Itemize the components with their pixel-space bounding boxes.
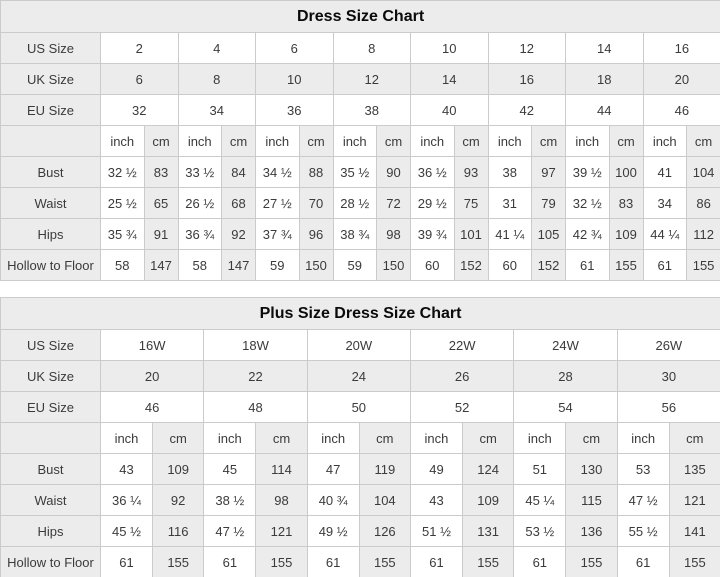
- measure-cell: 60: [411, 250, 455, 281]
- measure-cell: 55 ½: [617, 516, 669, 547]
- measure-cell: 53 ½: [514, 516, 566, 547]
- measure-cell: 59: [256, 250, 300, 281]
- row-label: Hips: [1, 219, 101, 250]
- measure-cell: 93: [454, 157, 488, 188]
- measure-cell: 91: [144, 219, 178, 250]
- size-cell: 24: [307, 361, 410, 392]
- measure-cell: 61: [514, 547, 566, 577]
- measure-cell: 98: [377, 219, 411, 250]
- chart-title: Dress Size Chart: [1, 1, 720, 33]
- size-cell: 46: [643, 95, 720, 126]
- measure-row: [1, 219, 720, 250]
- measure-cell: 150: [299, 250, 333, 281]
- measure-cell: 51: [514, 454, 566, 485]
- measure-cell: 58: [101, 250, 145, 281]
- measure-cell: 45: [204, 454, 256, 485]
- size-cell: 2: [101, 33, 179, 64]
- measure-cell: 155: [609, 250, 643, 281]
- size-cell: 22W: [410, 330, 513, 361]
- measure-cell: 116: [153, 516, 204, 547]
- measure-cell: 49: [410, 454, 462, 485]
- measure-cell: 79: [532, 188, 566, 219]
- measure-cell: 83: [609, 188, 643, 219]
- unit-inch-header: inch: [411, 126, 455, 157]
- measure-cell: 72: [377, 188, 411, 219]
- chart-title-row: [1, 1, 720, 33]
- size-cell: 20: [101, 361, 204, 392]
- measure-cell: 61: [643, 250, 687, 281]
- measure-cell: 59: [333, 250, 377, 281]
- unit-cm-header: cm: [256, 423, 307, 454]
- measure-cell: 44 ¼: [643, 219, 687, 250]
- measure-cell: 96: [299, 219, 333, 250]
- size-cell: 14: [411, 64, 489, 95]
- size-cell: 28: [514, 361, 617, 392]
- measure-cell: 135: [669, 454, 720, 485]
- row-label: EU Size: [1, 392, 101, 423]
- size-cell: 18: [566, 64, 644, 95]
- row-label: Waist: [1, 485, 101, 516]
- measure-cell: 33 ½: [178, 157, 222, 188]
- measure-cell: 98: [256, 485, 307, 516]
- size-cell: 26: [410, 361, 513, 392]
- measure-cell: 155: [566, 547, 617, 577]
- size-cell: 16: [488, 64, 566, 95]
- measure-cell: 61: [204, 547, 256, 577]
- measure-cell: 155: [687, 250, 720, 281]
- measure-cell: 42 ¾: [566, 219, 610, 250]
- measure-cell: 36 ¾: [178, 219, 222, 250]
- measure-cell: 92: [153, 485, 204, 516]
- unit-inch-header: inch: [643, 126, 687, 157]
- size-cell: 8: [178, 64, 256, 95]
- size-cell: 4: [178, 33, 256, 64]
- measure-cell: 147: [222, 250, 256, 281]
- measure-cell: 115: [566, 485, 617, 516]
- measure-cell: 131: [462, 516, 513, 547]
- measure-cell: 38: [488, 157, 532, 188]
- measure-cell: 58: [178, 250, 222, 281]
- unit-inch-header: inch: [101, 126, 145, 157]
- size-cell: 14: [566, 33, 644, 64]
- measure-cell: 155: [153, 547, 204, 577]
- measure-cell: 25 ½: [101, 188, 145, 219]
- measure-cell: 41 ¼: [488, 219, 532, 250]
- plus-size-dress-size-chart-table: [0, 297, 720, 577]
- measure-cell: 39 ¾: [411, 219, 455, 250]
- measure-cell: 37 ¾: [256, 219, 300, 250]
- size-cell: 16W: [101, 330, 204, 361]
- measure-cell: 34: [643, 188, 687, 219]
- measure-row: [1, 157, 720, 188]
- measure-row: [1, 516, 720, 547]
- unit-inch-header: inch: [307, 423, 359, 454]
- measure-cell: 152: [532, 250, 566, 281]
- dress-size-chart-table: [0, 0, 720, 281]
- measure-cell: 121: [669, 485, 720, 516]
- size-cell: 12: [333, 64, 411, 95]
- measure-cell: 90: [377, 157, 411, 188]
- unit-cm-header: cm: [144, 126, 178, 157]
- measure-cell: 47 ½: [204, 516, 256, 547]
- row-label: Bust: [1, 157, 101, 188]
- measure-cell: 32 ½: [566, 188, 610, 219]
- size-cell: 48: [204, 392, 307, 423]
- size-row: [1, 33, 720, 64]
- unit-header-row: [1, 126, 720, 157]
- unit-cm-header: cm: [566, 423, 617, 454]
- measure-cell: 121: [256, 516, 307, 547]
- measure-cell: 147: [144, 250, 178, 281]
- row-label: Hips: [1, 516, 101, 547]
- size-cell: 6: [256, 33, 334, 64]
- size-cell: 42: [488, 95, 566, 126]
- measure-cell: 86: [687, 188, 720, 219]
- measure-cell: 70: [299, 188, 333, 219]
- measure-cell: 40 ¾: [307, 485, 359, 516]
- chart-title: Plus Size Dress Size Chart: [1, 298, 720, 330]
- unit-cm-header: cm: [377, 126, 411, 157]
- measure-cell: 141: [669, 516, 720, 547]
- row-label: Hollow to Floor: [1, 547, 101, 577]
- size-cell: 46: [101, 392, 204, 423]
- unit-cm-header: cm: [222, 126, 256, 157]
- size-cell: 36: [256, 95, 334, 126]
- size-cell: 50: [307, 392, 410, 423]
- size-cell: 26W: [617, 330, 720, 361]
- measure-cell: 38 ½: [204, 485, 256, 516]
- size-cell: 40: [411, 95, 489, 126]
- measure-cell: 155: [669, 547, 720, 577]
- measure-cell: 112: [687, 219, 720, 250]
- measure-cell: 150: [377, 250, 411, 281]
- unit-inch-header: inch: [410, 423, 462, 454]
- measure-cell: 47 ½: [617, 485, 669, 516]
- unit-cm-header: cm: [454, 126, 488, 157]
- row-label: US Size: [1, 330, 101, 361]
- measure-cell: 26 ½: [178, 188, 222, 219]
- measure-cell: 43: [101, 454, 153, 485]
- measure-row: [1, 454, 720, 485]
- size-cell: 10: [256, 64, 334, 95]
- measure-row: [1, 250, 720, 281]
- size-cell: 6: [101, 64, 179, 95]
- size-cell: 22: [204, 361, 307, 392]
- measure-cell: 105: [532, 219, 566, 250]
- measure-cell: 65: [144, 188, 178, 219]
- measure-cell: 83: [144, 157, 178, 188]
- measure-cell: 27 ½: [256, 188, 300, 219]
- unit-inch-header: inch: [204, 423, 256, 454]
- row-label: UK Size: [1, 64, 101, 95]
- measure-cell: 100: [609, 157, 643, 188]
- measure-cell: 36 ½: [411, 157, 455, 188]
- unit-cm-header: cm: [532, 126, 566, 157]
- size-row: [1, 330, 720, 361]
- measure-cell: 97: [532, 157, 566, 188]
- measure-cell: 45 ½: [101, 516, 153, 547]
- row-label: Bust: [1, 454, 101, 485]
- measure-cell: 38 ¾: [333, 219, 377, 250]
- measure-cell: 155: [256, 547, 307, 577]
- size-cell: 30: [617, 361, 720, 392]
- unit-cm-header: cm: [609, 126, 643, 157]
- measure-cell: 92: [222, 219, 256, 250]
- size-cell: 12: [488, 33, 566, 64]
- unit-inch-header: inch: [566, 126, 610, 157]
- size-cell: 10: [411, 33, 489, 64]
- unit-cm-header: cm: [359, 423, 410, 454]
- row-label: US Size: [1, 33, 101, 64]
- measure-cell: 61: [617, 547, 669, 577]
- unit-inch-header: inch: [488, 126, 532, 157]
- size-cell: 20: [643, 64, 720, 95]
- measure-cell: 109: [153, 454, 204, 485]
- measure-cell: 114: [256, 454, 307, 485]
- measure-cell: 53: [617, 454, 669, 485]
- measure-cell: 41: [643, 157, 687, 188]
- size-cell: 52: [410, 392, 513, 423]
- unit-inch-header: inch: [178, 126, 222, 157]
- measure-cell: 35 ½: [333, 157, 377, 188]
- measure-cell: 47: [307, 454, 359, 485]
- measure-cell: 36 ¼: [101, 485, 153, 516]
- measure-cell: 60: [488, 250, 532, 281]
- measure-cell: 155: [462, 547, 513, 577]
- measure-cell: 61: [566, 250, 610, 281]
- size-cell: 24W: [514, 330, 617, 361]
- corner-cell: [1, 126, 101, 157]
- row-label: EU Size: [1, 95, 101, 126]
- measure-cell: 29 ½: [411, 188, 455, 219]
- size-row: [1, 361, 720, 392]
- corner-cell: [1, 423, 101, 454]
- size-cell: 8: [333, 33, 411, 64]
- measure-cell: 28 ½: [333, 188, 377, 219]
- size-cell: 18W: [204, 330, 307, 361]
- unit-inch-header: inch: [101, 423, 153, 454]
- measure-row: [1, 547, 720, 577]
- measure-cell: 68: [222, 188, 256, 219]
- measure-cell: 39 ½: [566, 157, 610, 188]
- size-cell: 44: [566, 95, 644, 126]
- measure-cell: 101: [454, 219, 488, 250]
- measure-cell: 136: [566, 516, 617, 547]
- measure-row: [1, 485, 720, 516]
- measure-cell: 119: [359, 454, 410, 485]
- measure-cell: 126: [359, 516, 410, 547]
- size-row: [1, 95, 720, 126]
- measure-cell: 34 ½: [256, 157, 300, 188]
- measure-cell: 155: [359, 547, 410, 577]
- measure-cell: 130: [566, 454, 617, 485]
- measure-cell: 61: [101, 547, 153, 577]
- measure-cell: 61: [307, 547, 359, 577]
- size-row: [1, 64, 720, 95]
- size-cell: 54: [514, 392, 617, 423]
- size-cell: 34: [178, 95, 256, 126]
- measure-cell: 104: [687, 157, 720, 188]
- size-row: [1, 392, 720, 423]
- size-cell: 20W: [307, 330, 410, 361]
- measure-cell: 32 ½: [101, 157, 145, 188]
- measure-row: [1, 188, 720, 219]
- unit-inch-header: inch: [333, 126, 377, 157]
- measure-cell: 84: [222, 157, 256, 188]
- unit-inch-header: inch: [514, 423, 566, 454]
- measure-cell: 61: [410, 547, 462, 577]
- unit-cm-header: cm: [687, 126, 720, 157]
- size-cell: 56: [617, 392, 720, 423]
- row-label: Waist: [1, 188, 101, 219]
- measure-cell: 109: [609, 219, 643, 250]
- measure-cell: 51 ½: [410, 516, 462, 547]
- measure-cell: 49 ½: [307, 516, 359, 547]
- unit-header-row: [1, 423, 720, 454]
- unit-cm-header: cm: [669, 423, 720, 454]
- unit-cm-header: cm: [299, 126, 333, 157]
- measure-cell: 31: [488, 188, 532, 219]
- chart-title-row: [1, 298, 720, 330]
- size-cell: 32: [101, 95, 179, 126]
- unit-inch-header: inch: [256, 126, 300, 157]
- measure-cell: 152: [454, 250, 488, 281]
- size-cell: 38: [333, 95, 411, 126]
- measure-cell: 35 ¾: [101, 219, 145, 250]
- measure-cell: 43: [410, 485, 462, 516]
- measure-cell: 75: [454, 188, 488, 219]
- unit-cm-header: cm: [153, 423, 204, 454]
- measure-cell: 109: [462, 485, 513, 516]
- measure-cell: 88: [299, 157, 333, 188]
- unit-inch-header: inch: [617, 423, 669, 454]
- measure-cell: 104: [359, 485, 410, 516]
- measure-cell: 45 ¼: [514, 485, 566, 516]
- measure-cell: 124: [462, 454, 513, 485]
- unit-cm-header: cm: [462, 423, 513, 454]
- row-label: Hollow to Floor: [1, 250, 101, 281]
- row-label: UK Size: [1, 361, 101, 392]
- size-cell: 16: [643, 33, 720, 64]
